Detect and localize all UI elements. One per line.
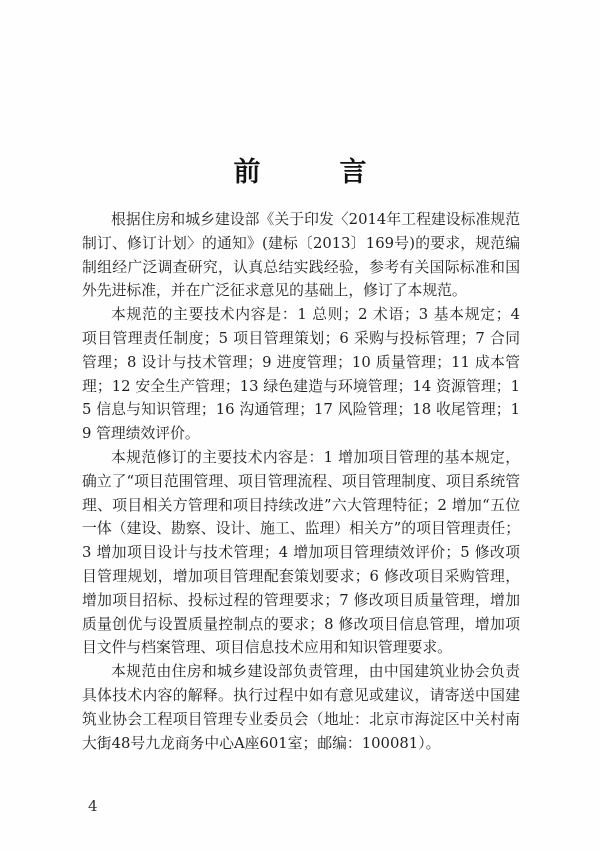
paragraph-revision-basis: 根据住房和城乡建设部《关于印发〈2014年工程建设标准规范制订、修订计划〉的通知》(建标〔2013〕169号)的要求，规范编制组经广泛调查研究，认真总结实践经验，参考有关国际标准和国外先进标准，并在广泛征求意见的基础上，修订了本规范。 [82,211,520,300]
page-number: 4 [88,797,98,815]
page-title: 前 言 [233,157,393,188]
body-text [82,208,520,755]
paragraph-administration: 本规范由住房和城乡建设部负责管理，由中国建筑业协会负责具体技术内容的解释。执行过程中如有意见或建议，请寄送中国建筑业协会工程项目管理专业委员会（地址：北京市海淀区中关村南大街48号九龙商务中心A座601室；邮编：100081）。 [82,663,520,752]
paragraph-main-contents: 本规范的主要技术内容是：1 总则；2 术语；3 基本规定；4 项目管理责任制度；5 项目管理策划；6 采购与投标管理；7 合同管理；8 设计与技术管理；9 进度管理；10 质量管理；11 成本管理；12 安全生产管理；13 绿色建造与环境管理；14 资源管理；15 信息与知识管理；16 沟通管理；17 风险管理；18 收尾管理；19 管理绩效评价。 [82,306,520,443]
paragraph-revision-contents: 本规范修订的主要技术内容是：1 增加项目管理的基本规定，确立了“项目范围管理、项目管理流程、项目管理制度、项目系统管理、项目相关方管理和项目持续改进”六大管理特征；2 增加“五位一体（建设、勘察、设计、施工、监理）相关方”的项目管理责任；3 增加项目设计与技术管理；4 增加项目管理绩效评价；5 修改项目管理规划，增加项目管理配套策划要求；6 修改项目采购管理，增加项目招标、投标过程的管理要求；7 修改项目质量管理，增加质量创优与设置质量控制点的要求；8 修改项目信息管理，增加项目文件与档案管理、项目信息技术应用和知识管理要求。 [82,448,520,657]
